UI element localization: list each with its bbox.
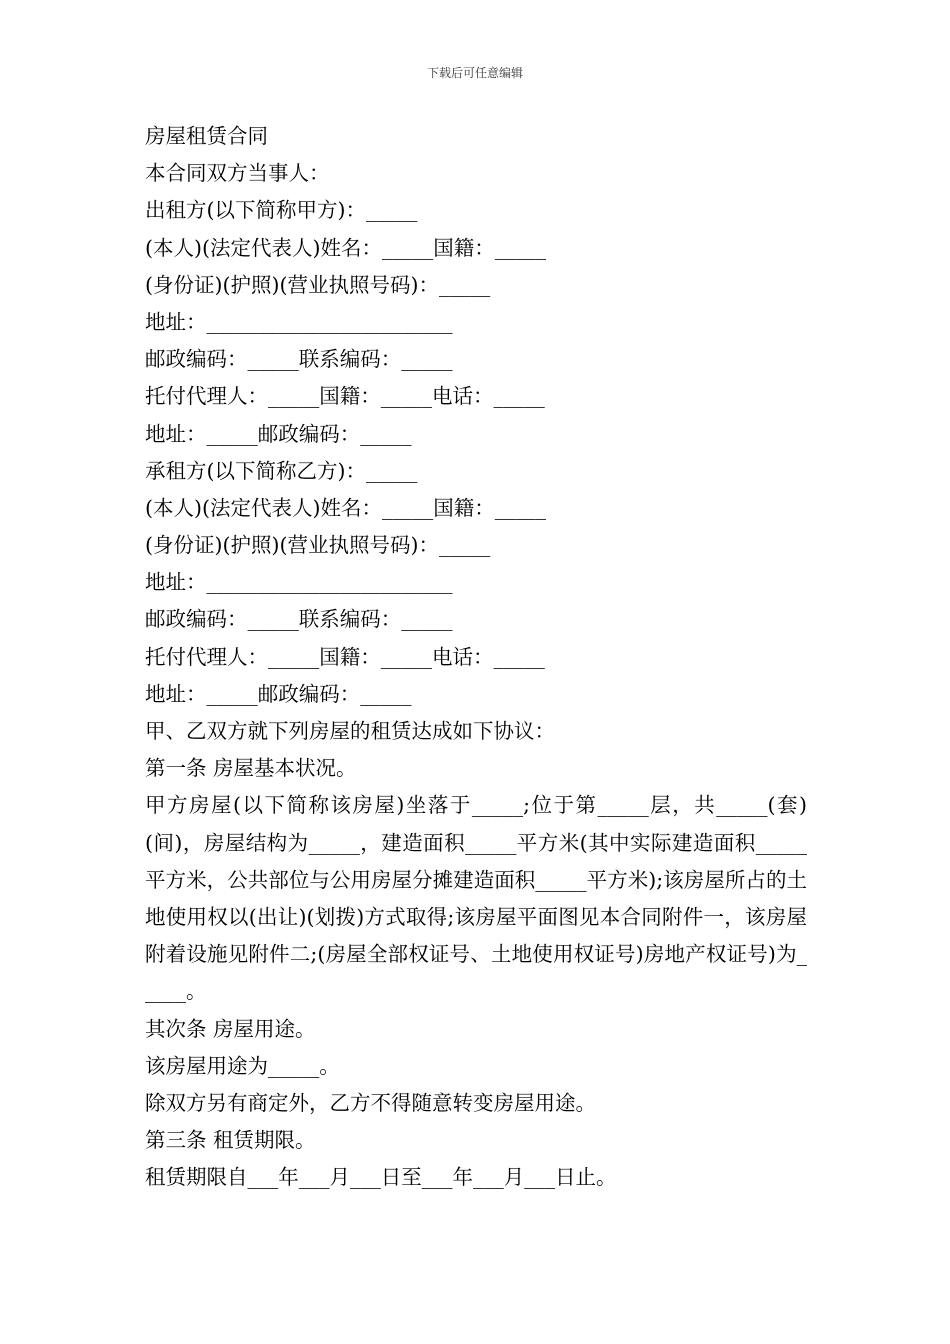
- lessee-label: 承租方(以下简称乙方)：_____: [145, 458, 418, 483]
- lessor-label: 出租方(以下简称甲方)：_____: [145, 198, 418, 223]
- parties-intro: 本合同双方当事人：: [145, 161, 330, 186]
- article-2-heading: 其次条 房屋用途。: [145, 1016, 316, 1041]
- lessor-address: 地址：________________________: [145, 309, 453, 334]
- lessor-agent-address: 地址：_____邮政编码：_____: [145, 421, 412, 446]
- lessee-address: 地址：________________________: [145, 570, 453, 595]
- document-title: 房屋租赁合同: [145, 124, 268, 148]
- page-header-note: 下载后可任意编辑: [426, 66, 523, 80]
- document-body: [145, 118, 807, 1197]
- lessor-name-nationality: (本人)(法定代表人)姓名：_____国籍：_____: [145, 235, 546, 260]
- lessor-agent: 托付代理人：_____国籍：_____电话：_____: [145, 384, 545, 409]
- article-2-restriction: 除双方另有商定外，乙方不得随意转变房屋用途。: [145, 1090, 596, 1115]
- lessee-id-number: (身份证)(护照)(营业执照号码)：_____: [145, 533, 491, 558]
- article-1-heading: 第一条 房屋基本状况。: [145, 756, 357, 781]
- lessor-id-number: (身份证)(护照)(营业执照号码)：_____: [145, 272, 491, 297]
- agreement-intro: 甲、乙双方就下列房屋的租赁达成如下协议：: [145, 719, 555, 743]
- lessee-agent: 托付代理人：_____国籍：_____电话：_____: [145, 644, 545, 669]
- article-1-paragraph: 甲方房屋(以下简称该房屋)坐落于_____;位于第_____层，共_____(套)(间)，房屋结构为_____，建造面积_____平方米(其中实际建造面积_____平方米，公共部位与公用房屋分摊建造面积_____平方米);该房屋所占的土地使用权以(出让)(划拨)方式取得;该房屋平面图见本合同附件一，该房屋附着设施见附件二;(房屋全部权证号、土地使用权证号)房地产权证号)为_____。: [145, 793, 807, 1004]
- lessor-postcode-contact: 邮政编码：_____联系编码：_____: [145, 347, 453, 372]
- article-3-term: 租赁期限自___年___月___日至___年___月___日止。: [145, 1165, 617, 1190]
- article-2-usage: 该房屋用途为_____。: [145, 1053, 340, 1078]
- lessee-name-nationality: (本人)(法定代表人)姓名：_____国籍：_____: [145, 495, 546, 520]
- lessee-agent-address: 地址：_____邮政编码：_____: [145, 681, 412, 706]
- lessee-postcode-contact: 邮政编码：_____联系编码：_____: [145, 607, 453, 632]
- article-3-heading: 第三条 租赁期限。: [145, 1128, 316, 1153]
